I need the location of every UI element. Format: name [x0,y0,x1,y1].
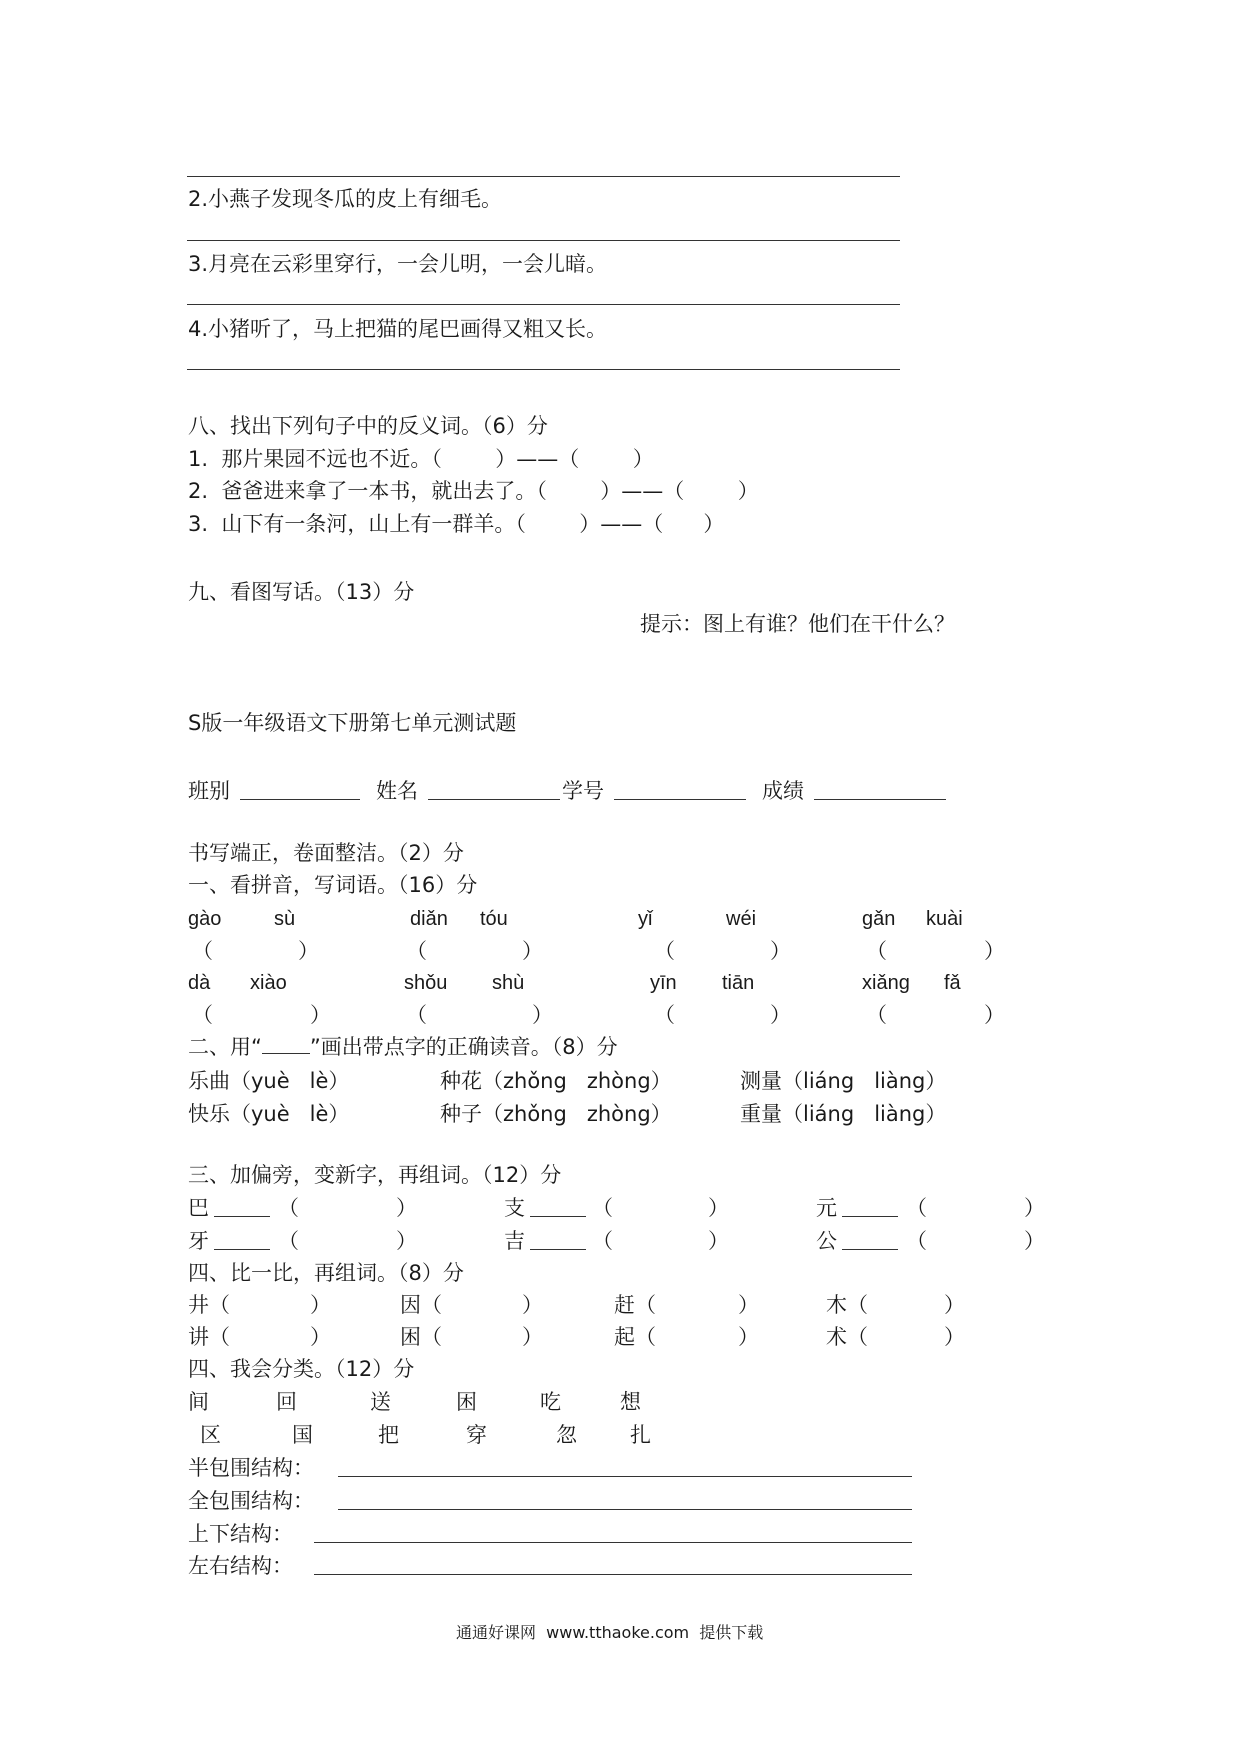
antonym-item-1: 1. 那片果园不远也不近。（ ）——（ ） [188,447,654,471]
answer-paren-close: ） [522,939,543,963]
sort-char: 国 [292,1423,313,1447]
answer-line-3[interactable] [187,304,900,305]
answer-paren-close: ） [738,1325,759,1349]
radical-blank[interactable] [842,1231,898,1250]
answer-paren-close: ） [396,1196,417,1220]
answer-paren-open[interactable]: （ [866,939,887,963]
reading-choice[interactable]: 种花（zhǒng zhòng） [440,1069,672,1093]
sort-char: 送 [370,1390,391,1414]
reading-choice[interactable]: 种子（zhǒng zhòng） [440,1102,672,1126]
reading-choice[interactable]: 重量（liáng liàng） [740,1102,947,1126]
antonym-item-2: 2. 爸爸进来拿了一本书，就出去了。（ ）——（ ） [188,479,759,503]
category-label: 半包围结构： [188,1456,314,1480]
answer-paren-close: ） [1024,1196,1045,1220]
answer-paren-close: ） [770,1003,791,1027]
category-answer-line[interactable] [338,1509,912,1510]
category-answer-line[interactable] [338,1476,912,1477]
info-score-blank[interactable] [814,781,946,800]
answer-paren-close: ） [708,1196,729,1220]
answer-paren-open[interactable]: （ [192,1003,213,1027]
q4-title: 四、比一比，再组词。（8）分 [188,1261,464,1285]
answer-paren-open[interactable]: （ [406,1003,427,1027]
radical-char: 元 [816,1196,837,1220]
pinyin: xiǎng [862,972,910,994]
radical-blank[interactable] [214,1231,270,1250]
answer-paren-close: ） [396,1229,417,1253]
answer-paren-close: ） [310,1003,331,1027]
antonym-item-3: 3. 山下有一条河，山上有一群羊。（ ）——（ ） [188,512,725,536]
compare-item[interactable]: 起（ [614,1325,656,1349]
pinyin: yǐ [638,908,653,930]
answer-paren-close: ） [1024,1229,1045,1253]
info-class-blank[interactable] [240,781,360,800]
info-class-label: 班别 [188,779,230,803]
sort-char: 想 [620,1390,641,1414]
q2-title-a: 二、用“ [188,1035,262,1059]
answer-paren-close: ） [738,1293,759,1317]
compare-item[interactable]: 木（ [826,1293,868,1317]
pinyin: gào [188,908,222,930]
section9-hint: 提示：图上有谁？他们在干什么？ [640,612,955,636]
answer-paren-open[interactable]: （ [654,939,675,963]
exam-title: S版一年级语文下册第七单元测试题 [188,711,517,735]
answer-paren-open[interactable]: （ [278,1229,299,1253]
answer-paren-close: ） [298,939,319,963]
radical-char: 牙 [188,1229,209,1253]
sort-char: 回 [276,1390,297,1414]
answer-paren-close: ） [984,1003,1005,1027]
sort-char: 困 [456,1390,477,1414]
sentence-3: 3.月亮在云彩里穿行，一会儿明，一会儿暗。 [188,252,608,276]
footer-credit: 通通好课网 www.tthaoke.com 提供下载 [456,1623,764,1642]
section8-title: 八、找出下列句子中的反义词。（6）分 [188,414,548,438]
q2-underline-sample [262,1039,310,1054]
radical-char: 公 [816,1229,837,1253]
answer-paren-open[interactable]: （ [592,1229,613,1253]
category-label: 全包围结构： [188,1489,314,1513]
sort-char: 间 [188,1390,209,1414]
radical-char: 巴 [188,1196,209,1220]
answer-paren-open[interactable]: （ [906,1229,927,1253]
compare-item[interactable]: 井（ [188,1293,230,1317]
answer-paren-close: ） [708,1229,729,1253]
answer-paren-close: ） [310,1293,331,1317]
q2-title [188,1034,618,1060]
category-answer-line[interactable] [314,1542,912,1543]
answer-line-4[interactable] [187,369,900,370]
answer-line-1[interactable] [187,176,900,177]
compare-item[interactable]: 讲（ [188,1325,230,1349]
sort-char: 穿 [466,1423,487,1447]
answer-paren-close: ） [522,1293,543,1317]
compare-item[interactable]: 因（ [400,1293,442,1317]
answer-paren-open[interactable]: （ [278,1196,299,1220]
pinyin: gǎn [862,908,896,930]
q1-title: 一、看拼音，写词语。（16）分 [188,873,478,897]
pinyin: kuài [926,908,963,930]
sort-char: 扎 [630,1423,651,1447]
radical-blank[interactable] [842,1198,898,1217]
radical-char: 支 [504,1196,525,1220]
sentence-4: 4.小猪听了，马上把猫的尾巴画得又粗又长。 [188,317,608,341]
radical-char: 吉 [504,1229,525,1253]
pinyin: tiān [722,972,755,994]
sort-char: 吃 [540,1390,561,1414]
answer-paren-open[interactable]: （ [592,1196,613,1220]
q3-title: 三、加偏旁，变新字，再组词。（12）分 [188,1163,562,1187]
radical-blank[interactable] [530,1231,586,1250]
info-score-label: 成绩 [762,779,804,803]
answer-paren-open[interactable]: （ [866,1003,887,1027]
q2-title-b: ”画出带点字的正确读音。（8）分 [309,1035,618,1059]
answer-paren-close: ） [770,939,791,963]
radical-blank[interactable] [214,1198,270,1217]
info-name-label: 姓名 [376,779,418,803]
pinyin: shù [492,972,525,994]
info-id-blank[interactable] [614,781,746,800]
q5-title: 四、我会分类。（12）分 [188,1357,415,1381]
pinyin: wéi [726,908,757,930]
answer-paren-open[interactable]: （ [406,939,427,963]
category-label: 上下结构： [188,1522,293,1546]
compare-item[interactable]: 赶（ [614,1293,656,1317]
answer-paren-close: ） [522,1325,543,1349]
info-id-label: 学号 [562,779,604,803]
answer-line-2[interactable] [187,240,900,241]
answer-paren-close: ） [944,1325,965,1349]
info-name-blank[interactable] [428,781,560,800]
pinyin: xiào [250,972,287,994]
compare-item[interactable]: 困（ [400,1325,442,1349]
pinyin: fǎ [944,972,961,994]
reading-choice[interactable]: 测量（liáng liàng） [740,1069,947,1093]
pinyin: yīn [650,972,677,994]
sentence-2: 2.小燕子发现冬瓜的皮上有细毛。 [188,187,503,211]
compare-item[interactable]: 术（ [826,1325,868,1349]
answer-paren-close: ） [532,1003,553,1027]
answer-paren-open[interactable]: （ [906,1196,927,1220]
answer-paren-open[interactable]: （ [192,939,213,963]
reading-choice[interactable]: 乐曲（yuè lè） [188,1069,350,1093]
radical-blank[interactable] [530,1198,586,1217]
pinyin: sù [274,908,296,930]
pinyin: dà [188,972,211,994]
pinyin: tóu [480,908,508,930]
section9-title: 九、看图写话。（13）分 [188,580,415,604]
category-answer-line[interactable] [314,1574,912,1575]
answer-paren-close: ） [310,1325,331,1349]
answer-paren-close: ） [984,939,1005,963]
sort-char: 忽 [556,1423,577,1447]
answer-paren-close: ） [944,1293,965,1317]
pinyin: shǒu [404,972,448,994]
category-label: 左右结构： [188,1554,293,1578]
sort-char: 区 [200,1423,221,1447]
reading-choice[interactable]: 快乐（yuè lè） [188,1102,350,1126]
answer-paren-open[interactable]: （ [654,1003,675,1027]
sort-char: 把 [378,1423,399,1447]
neatness-note: 书写端正，卷面整洁。（2）分 [188,841,464,865]
pinyin: diǎn [410,908,448,930]
